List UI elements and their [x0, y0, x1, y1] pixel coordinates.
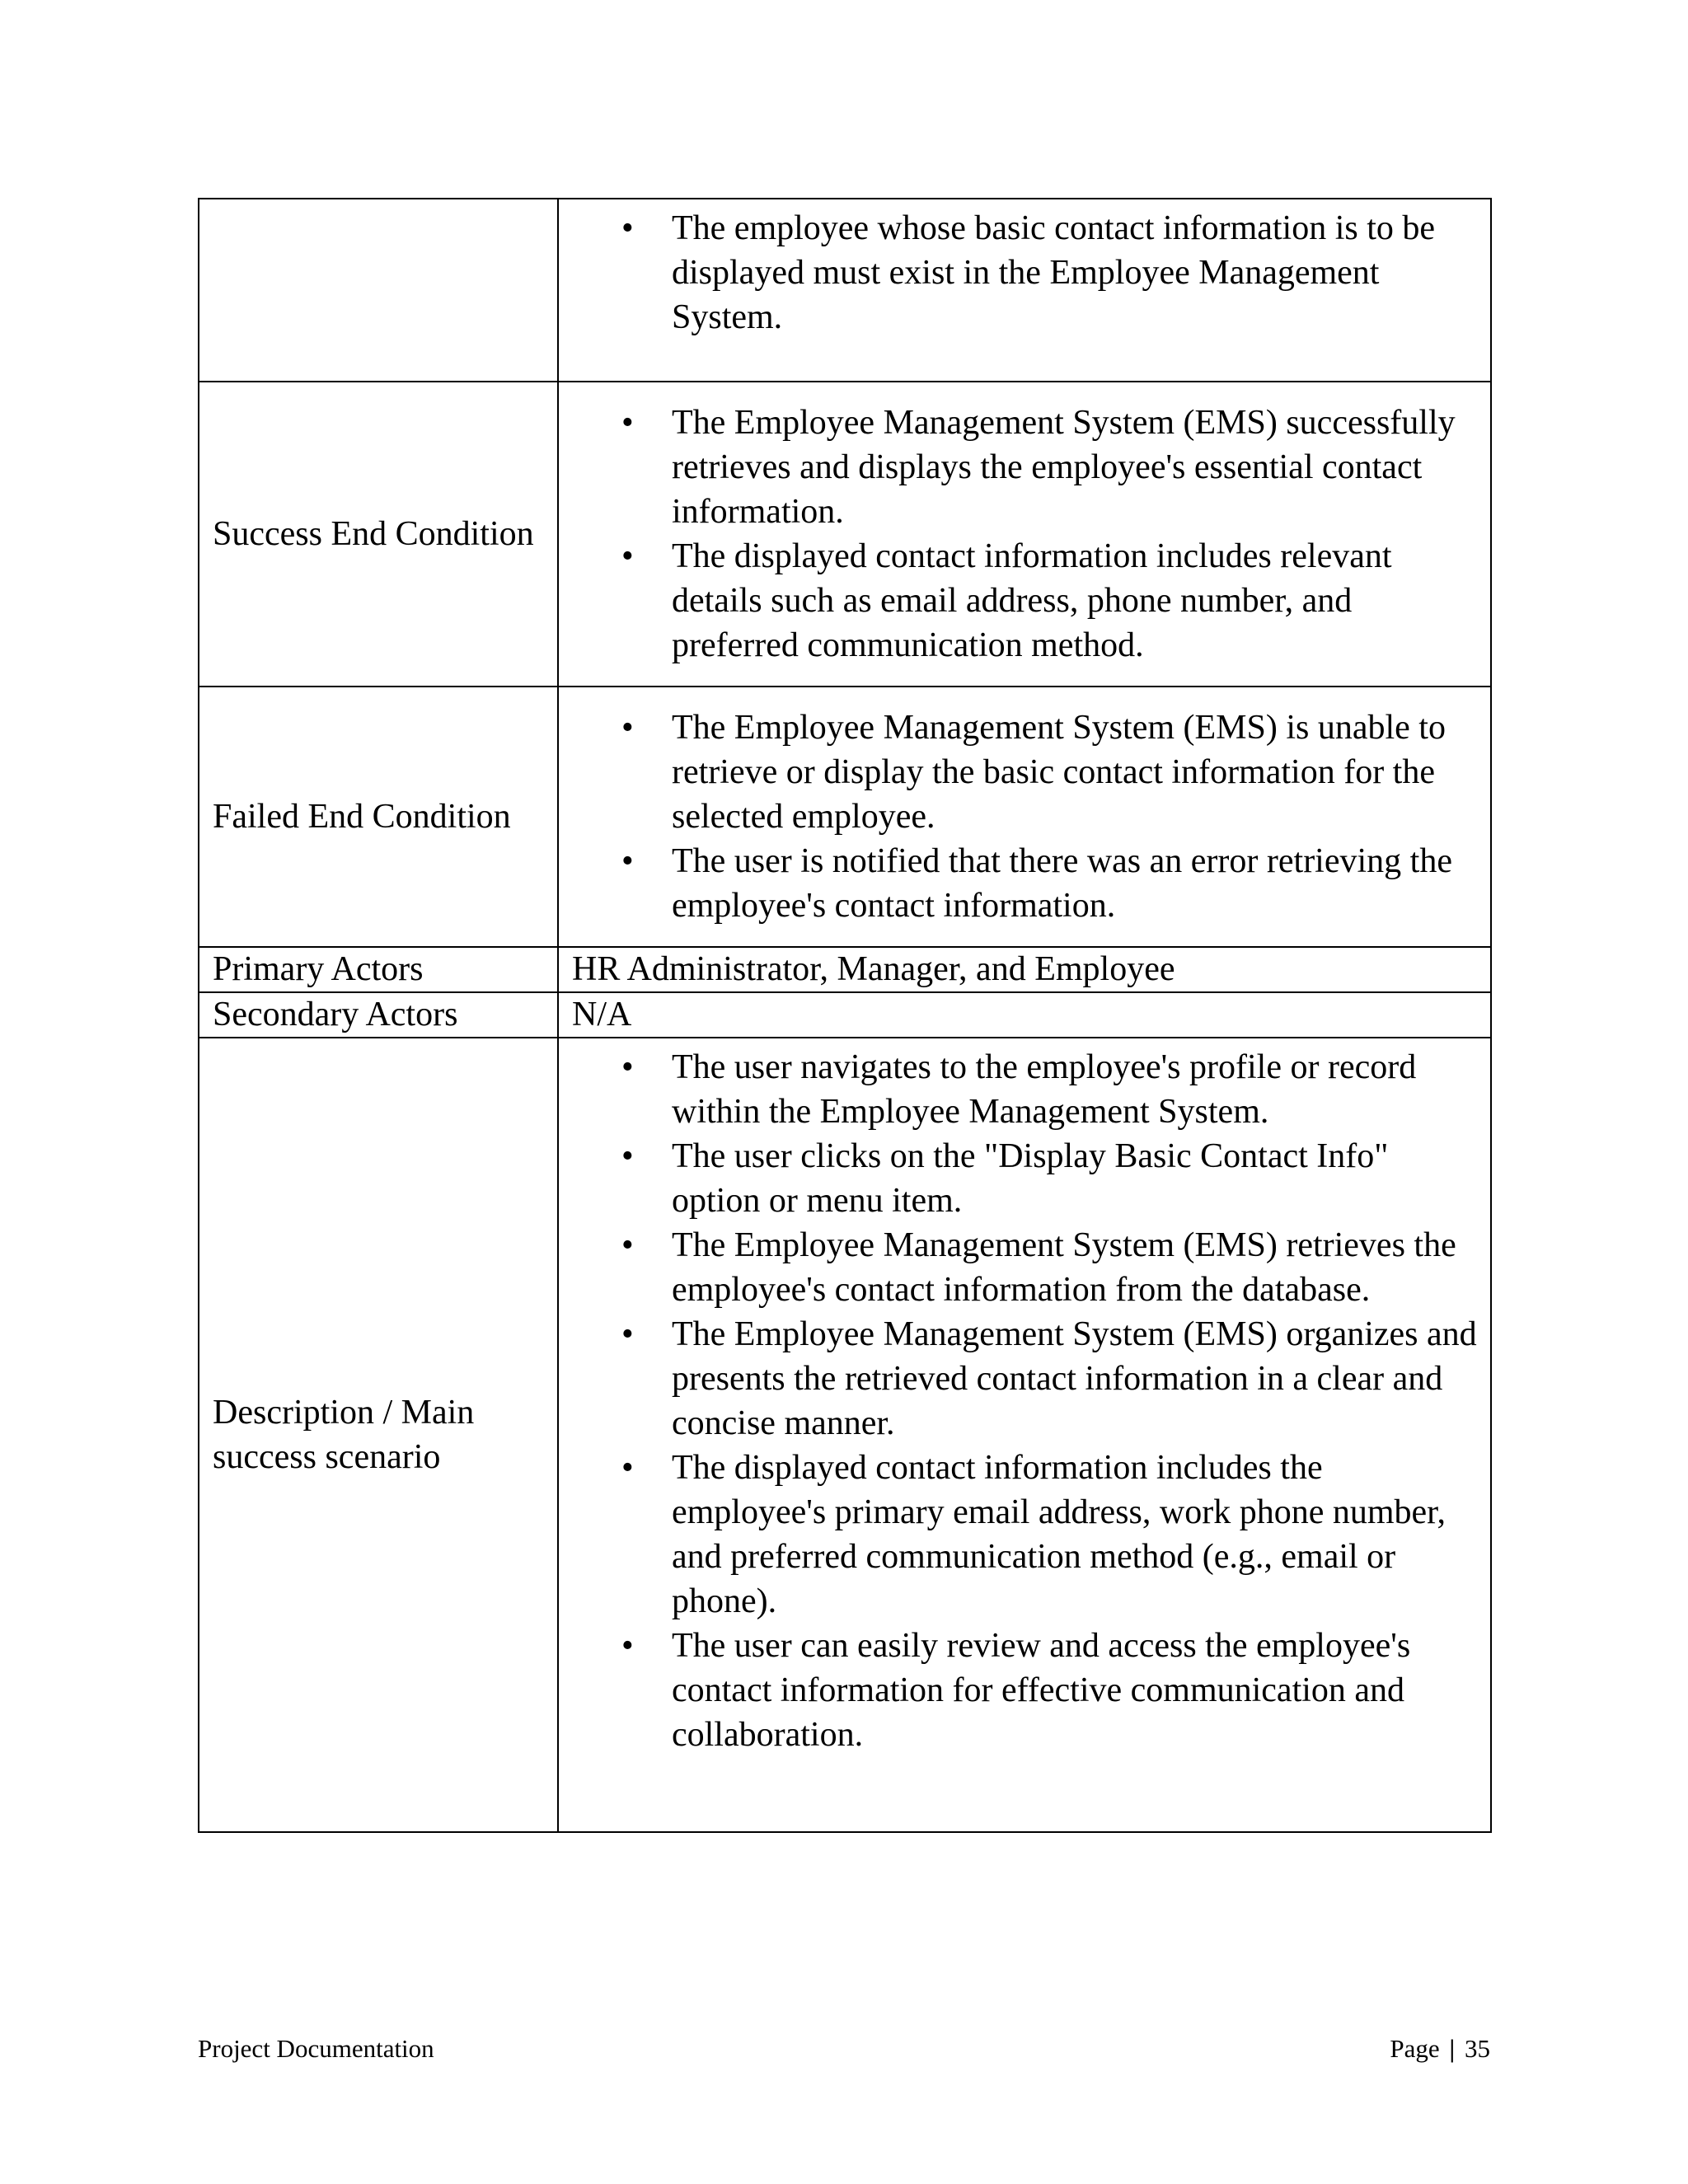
description-label: Description / Main success scenario [199, 1038, 558, 1832]
table-row-primary-actors [199, 947, 1491, 992]
list-item: • The displayed contact information includes relevant details such as email address, phone number, and preferred communication method. [559, 534, 1484, 668]
failed-end-condition-list [559, 705, 1484, 928]
footer-page-number [1390, 2032, 1490, 2065]
precondition-label [199, 199, 558, 382]
list-item: • The Employee Management System (EMS) organizes and presents the retrieved contact information in a clear and concise manner. [559, 1312, 1484, 1446]
precondition-value [558, 199, 1491, 382]
success-end-condition-list [559, 401, 1484, 668]
page-number: 35 [1465, 2034, 1490, 2063]
use-case-table [198, 198, 1492, 1833]
success-end-condition-value [558, 382, 1491, 687]
list-item: • The Employee Management System (EMS) is unable to retrieve or display the basic contact information for the selected employee. [559, 705, 1484, 839]
page-label: Page [1390, 2034, 1440, 2063]
list-item: • The user clicks on the "Display Basic Contact Info" option or menu item. [559, 1134, 1484, 1223]
list-item: • The displayed contact information includes the employee's primary email address, work phone number, and preferred communication method (e.g., email or phone). [559, 1446, 1484, 1624]
list-item: • The Employee Management System (EMS) successfully retrieves and displays the employee's essential contact information. [559, 401, 1484, 534]
list-item: • The Employee Management System (EMS) retrieves the employee's contact information from the database. [559, 1223, 1484, 1312]
success-end-condition-label: Success End Condition [199, 382, 558, 687]
table-row-failed-end-condition [199, 687, 1491, 947]
table-row-precondition [199, 199, 1491, 382]
page-separator: | [1449, 2034, 1456, 2063]
precondition-list [559, 206, 1484, 340]
list-item: • The user navigates to the employee's profile or record within the Employee Management System. [559, 1045, 1484, 1134]
secondary-actors-value: N/A [558, 992, 1491, 1038]
table-row-description [199, 1038, 1491, 1832]
list-item: • The user can easily review and access the employee's contact information for effective communication and collaboration. [559, 1624, 1484, 1757]
failed-end-condition-label: Failed End Condition [199, 687, 558, 947]
list-item: • The employee whose basic contact information is to be displayed must exist in the Employee Management System. [559, 206, 1484, 340]
description-list [559, 1045, 1484, 1757]
table-row-secondary-actors [199, 992, 1491, 1038]
secondary-actors-label: Secondary Actors [199, 992, 558, 1038]
footer-document-title: Project Documentation [198, 2034, 434, 2063]
failed-end-condition-value [558, 687, 1491, 947]
table-row-success-end-condition [199, 382, 1491, 687]
description-value [558, 1038, 1491, 1832]
list-item: • The user is notified that there was an error retrieving the employee's contact information. [559, 839, 1484, 928]
primary-actors-value: HR Administrator, Manager, and Employee [558, 947, 1491, 992]
primary-actors-label: Primary Actors [199, 947, 558, 992]
